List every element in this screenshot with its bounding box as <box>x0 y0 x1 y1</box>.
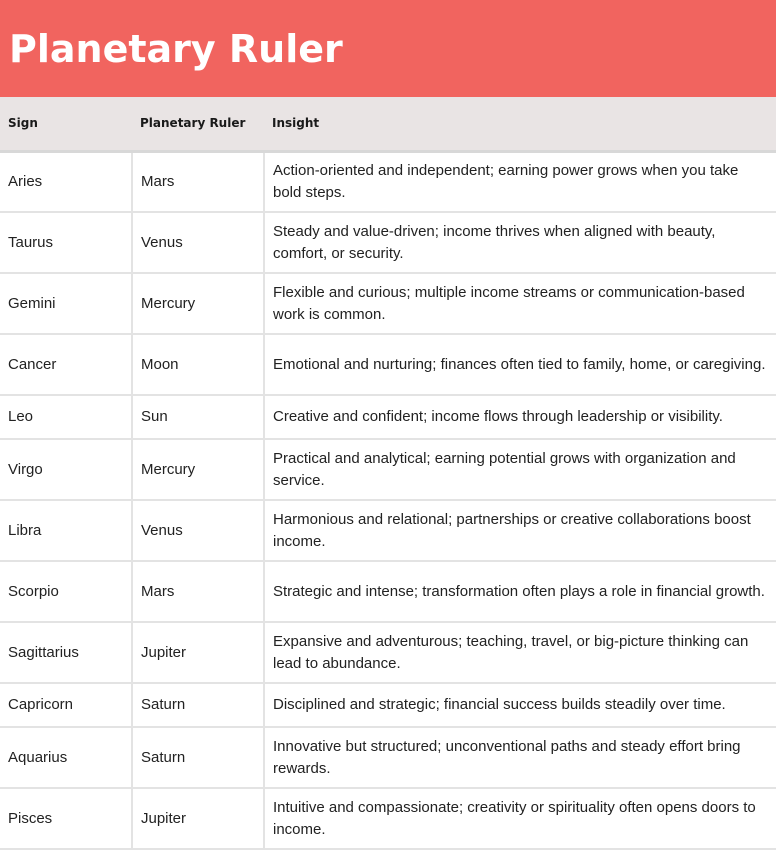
ruler-cell: Mercury <box>132 439 264 500</box>
sign-cell: Capricorn <box>0 683 132 727</box>
sign-cell: Aries <box>0 151 132 212</box>
ruler-cell: Jupiter <box>132 788 264 849</box>
page-title: Planetary Ruler <box>9 27 343 71</box>
ruler-cell: Moon <box>132 334 264 395</box>
sign-cell: Aquarius <box>0 727 132 788</box>
header-sign: Sign <box>0 97 132 151</box>
sign-cell: Virgo <box>0 439 132 500</box>
ruler-cell: Venus <box>132 212 264 273</box>
insight-cell: Harmonious and relational; partnerships or creative collaborations boost income. <box>264 500 776 561</box>
table-row <box>0 727 776 788</box>
insight-cell: Flexible and curious; multiple income streams or communication-based work is common. <box>264 273 776 334</box>
ruler-cell: Saturn <box>132 683 264 727</box>
insight-cell: Steady and value-driven; income thrives when aligned with beauty, comfort, or security. <box>264 212 776 273</box>
title-banner <box>0 0 776 97</box>
table-row <box>0 439 776 500</box>
table-row <box>0 212 776 273</box>
table-row <box>0 683 776 727</box>
insight-cell: Emotional and nurturing; finances often tied to family, home, or caregiving. <box>264 334 776 395</box>
sign-cell: Taurus <box>0 212 132 273</box>
sign-cell: Libra <box>0 500 132 561</box>
header-insight: Insight <box>264 97 776 151</box>
table-row <box>0 561 776 622</box>
planetary-ruler-table <box>0 97 776 850</box>
ruler-cell: Sun <box>132 395 264 439</box>
table-row <box>0 788 776 849</box>
ruler-cell: Jupiter <box>132 622 264 683</box>
table-row <box>0 151 776 212</box>
insight-cell: Intuitive and compassionate; creativity or spirituality often opens doors to income. <box>264 788 776 849</box>
insight-cell: Innovative but structured; unconventional paths and steady effort bring rewards. <box>264 727 776 788</box>
sign-cell: Sagittarius <box>0 622 132 683</box>
table-row <box>0 622 776 683</box>
sign-cell: Pisces <box>0 788 132 849</box>
ruler-cell: Mercury <box>132 273 264 334</box>
ruler-cell: Mars <box>132 151 264 212</box>
insight-cell: Strategic and intense; transformation often plays a role in financial growth. <box>264 561 776 622</box>
table-row <box>0 273 776 334</box>
insight-cell: Practical and analytical; earning potential grows with organization and service. <box>264 439 776 500</box>
ruler-cell: Mars <box>132 561 264 622</box>
sign-cell: Scorpio <box>0 561 132 622</box>
insight-cell: Disciplined and strategic; financial success builds steadily over time. <box>264 683 776 727</box>
insight-cell: Action-oriented and independent; earning power grows when you take bold steps. <box>264 151 776 212</box>
insight-cell: Expansive and adventurous; teaching, travel, or big-picture thinking can lead to abundance. <box>264 622 776 683</box>
sign-cell: Gemini <box>0 273 132 334</box>
table-row <box>0 334 776 395</box>
ruler-cell: Venus <box>132 500 264 561</box>
sign-cell: Cancer <box>0 334 132 395</box>
ruler-cell: Saturn <box>132 727 264 788</box>
table-header-row <box>0 97 776 151</box>
table-row <box>0 395 776 439</box>
insight-cell: Creative and confident; income flows through leadership or visibility. <box>264 395 776 439</box>
sign-cell: Leo <box>0 395 132 439</box>
header-planetary-ruler: Planetary Ruler <box>132 97 264 151</box>
table-row <box>0 500 776 561</box>
